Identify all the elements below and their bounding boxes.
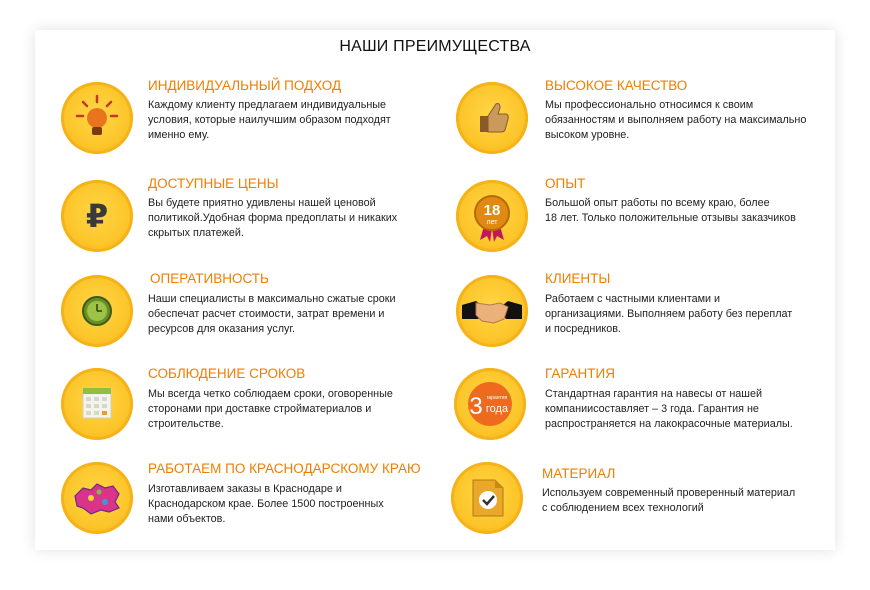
thumbs-up-icon [456, 82, 528, 154]
heading: ОПЕРАТИВНОСТЬ [150, 271, 269, 286]
guarantee-icon [454, 368, 526, 440]
heading: СОБЛЮДЕНИЕ СРОКОВ [148, 366, 306, 381]
text-line: 18 лет. Только положительные отзывы заказчиков [545, 212, 796, 224]
svg-text:₽: ₽ [85, 197, 109, 235]
badge-top: гарантия [486, 395, 508, 401]
text-line: скрытых платежей. [148, 227, 244, 239]
text-line: и посредников. [545, 323, 621, 335]
badge-word: года [485, 403, 509, 415]
text-line: Краснодарском крае. Более 1500 построенных [148, 498, 384, 510]
description [148, 292, 418, 337]
text-line: политикой.Удобная форма предоплаты и никаких [148, 212, 398, 224]
text-line: сторонами при доставке стройматериалов и [148, 403, 372, 415]
text-line: распространяется на лакокрасочные материалы. [545, 418, 793, 430]
page-title: НАШИ ПРЕИМУЩЕСТВА [339, 38, 531, 55]
text-line: условия, которые наилучшим образом подходят [148, 114, 391, 126]
badge-number: 3 [469, 393, 483, 420]
description [545, 292, 815, 337]
text-line: Наши специалисты в максимально сжатые сроки [148, 293, 396, 305]
description [545, 387, 815, 432]
badge-number: 18 [483, 202, 501, 219]
description [545, 196, 815, 226]
heading: МАТЕРИАЛ [542, 466, 616, 481]
ruble-icon [61, 180, 133, 252]
text-line: именно ему. [148, 129, 210, 141]
text-line: Используем современный проверенный материал [542, 487, 796, 499]
text-line: высоком уровне. [545, 129, 630, 141]
region-map-icon [61, 462, 133, 534]
text-line: Мы всегда четко соблюдаем сроки, оговоренные [148, 388, 393, 400]
text-line: Мы профессионально относимся к своим [545, 99, 754, 111]
text-line: Каждому клиенту предлагаем индивидуальные [148, 99, 387, 111]
heading: ДОСТУПНЫЕ ЦЕНЫ [148, 176, 279, 191]
text-line: с соблюдением всех технологий [542, 502, 704, 514]
description [542, 486, 812, 516]
heading: ВЫСОКОЕ КАЧЕСТВО [545, 78, 688, 93]
description [148, 482, 418, 527]
text-line: обеспечат расчет стоимости, затрат времени и [148, 308, 385, 320]
badge-word: лет [486, 219, 498, 226]
text-line: организациями. Выполняем работу без переплат [545, 308, 793, 320]
description [545, 98, 815, 143]
text-line: обязанностям и выполняем работу на максимально [545, 114, 807, 126]
text-line: Вы будете приятно удивлены нашей ценовой [148, 197, 376, 209]
handshake-icon [456, 275, 528, 347]
description [148, 98, 418, 143]
text-line: Изготавливаем заказы в Краснодаре и [148, 483, 342, 495]
heading: РАБОТАЕМ ПО КРАСНОДАРСКОМУ КРАЮ [148, 461, 421, 476]
lightbulb-icon [61, 82, 133, 154]
checklist-icon [451, 462, 523, 534]
text-line: строительстве. [148, 418, 224, 430]
text-line: Большой опыт работы по всему краю, более [545, 197, 770, 209]
heading: КЛИЕНТЫ [545, 271, 611, 286]
text-line: нами объектов. [148, 513, 226, 525]
heading: ИНДИВИДУАЛЬНЫЙ ПОДХОД [148, 78, 342, 93]
clock-icon [61, 275, 133, 347]
heading: ОПЫТ [545, 176, 586, 191]
calendar-icon [61, 368, 133, 440]
description [148, 196, 418, 241]
text-line: Стандартная гарантия на навесы от нашей [545, 388, 763, 400]
text-line: ресурсов для оказания услуг. [148, 323, 296, 335]
text-line: Работаем с частными клиентами и [545, 293, 721, 305]
heading: ГАРАНТИЯ [545, 366, 615, 381]
description [148, 387, 418, 432]
award-badge-icon [456, 180, 528, 252]
text-line: компаниисоставляет – 3 года. Гарантия не [545, 403, 759, 415]
